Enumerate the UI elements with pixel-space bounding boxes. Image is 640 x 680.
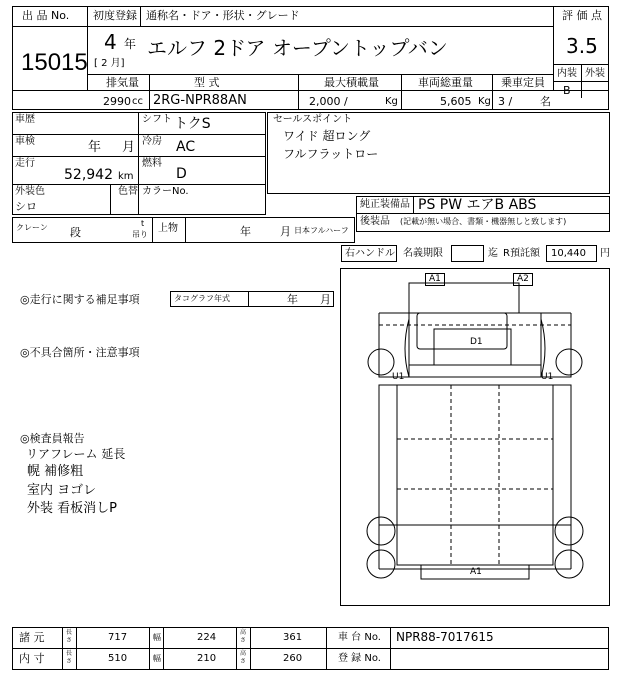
max-load-unit: Kg	[385, 96, 398, 107]
ext-color: シロ	[15, 200, 37, 213]
upper-label: 上物	[158, 223, 178, 234]
max-load-label: 最大積載量	[324, 76, 379, 89]
tacho-label: タコグラフ年式	[174, 294, 230, 303]
fuel: D	[176, 166, 187, 182]
ext-color-label: 外装色	[15, 186, 45, 197]
chassis-number: NPR88-7017615	[396, 630, 494, 644]
displacement-label: 排気量	[106, 76, 139, 89]
score: 3.5	[566, 34, 598, 58]
ac: AC	[176, 139, 196, 155]
capacity: 3 /	[498, 95, 513, 108]
inner-length: 510	[108, 653, 128, 664]
report-line4: 外装 看板消しP	[27, 501, 117, 516]
outer-length: 717	[108, 632, 128, 643]
upper-maker: 日本フルハーフ	[294, 226, 349, 235]
handle: 右ハンドル	[345, 248, 395, 259]
crane-label: クレーン	[16, 223, 48, 232]
model-name: エルフ 2ドア オープントップバン	[147, 36, 448, 60]
outer-length-label-1: 長	[66, 629, 73, 636]
capacity-label: 乗車定員	[501, 76, 545, 89]
meigi-until: 迄	[488, 248, 498, 259]
upper-month: 月	[280, 225, 291, 238]
crane-ton: t	[141, 219, 145, 228]
driving-notes-title: ◎走行に関する補足事項	[20, 293, 140, 306]
inner-dims-label: 内 寸	[19, 652, 45, 665]
report-line3: 室内 ヨゴレ	[27, 483, 97, 498]
outer-width: 224	[197, 632, 217, 643]
capacity-unit: 名	[540, 95, 551, 108]
mark-a1-front: A1	[425, 273, 445, 286]
details-table	[12, 112, 266, 215]
color-code-label: カラーNo.	[142, 186, 189, 197]
inner-length-label-2: さ	[66, 658, 73, 665]
history-label: 車歴	[15, 114, 35, 125]
report-line2: 幌 補修粗	[27, 464, 84, 479]
crane-stage: 段	[70, 226, 81, 239]
model-code-label: 型 式	[194, 76, 220, 89]
ac-label: 冷房	[142, 136, 162, 147]
shift: トクS	[174, 116, 211, 132]
equipment-label: 純正装備品	[360, 199, 410, 210]
gross-weight-label: 車両総重量	[418, 76, 473, 89]
meigi-date-box	[451, 245, 484, 262]
first-reg-year-unit: 年	[124, 37, 137, 51]
inner-height: 260	[283, 653, 303, 664]
gross-weight-unit: Kg	[478, 96, 491, 107]
mark-a1-rear: A1	[470, 567, 482, 577]
registration-label: 登 録 No.	[338, 653, 381, 664]
lot-label: 出 品 No.	[22, 9, 70, 22]
r-fee-yen: 円	[600, 248, 610, 259]
shift-label: シフト	[142, 114, 172, 125]
aftermarket-label: 後装品	[360, 216, 390, 227]
color-change-label: 色替	[118, 186, 138, 197]
outer-height: 361	[283, 632, 303, 643]
inspection-year: 年	[88, 140, 102, 155]
outer-dims-label: 諸 元	[19, 631, 45, 644]
crane-suspend: 吊り	[132, 230, 148, 239]
first-reg-year: 4	[104, 30, 117, 54]
first-reg-label: 初度登録	[93, 9, 137, 22]
inner-width: 210	[197, 653, 217, 664]
sales-point-line1: ワイド 超ロング	[283, 129, 371, 143]
r-fee-label: R預託額	[503, 248, 540, 259]
inspection-month: 月	[122, 140, 136, 155]
vehicle-diagram	[340, 268, 610, 606]
first-reg-month: [ 2 月]	[94, 58, 125, 69]
fuel-label: 燃料	[142, 158, 162, 169]
exterior-label: 外装	[585, 68, 605, 79]
interior-label: 内装	[557, 68, 577, 79]
report-line1: リアフレーム 延長	[26, 447, 126, 461]
mark-u1-left: U1	[392, 372, 405, 382]
model-code: 2RG-NPR88AN	[153, 93, 247, 108]
inner-height-label-1: 高	[240, 650, 247, 657]
upper-year: 年	[240, 225, 251, 238]
sales-point-label: セールスポイント	[273, 114, 353, 125]
max-load: 2,000 /	[309, 95, 348, 108]
defects-title: ◎不具合箇所・注意事項	[20, 346, 140, 359]
mileage-label: 走行	[15, 158, 35, 169]
aftermarket-note: (記載が無い場合、書類・機器無しと致します)	[400, 217, 567, 226]
inspection-label: 車検	[15, 136, 35, 147]
outer-width-label: 幅	[153, 633, 161, 642]
mark-u1-right: U1	[541, 372, 554, 382]
tacho-month: 月	[320, 293, 331, 306]
tacho-year: 年	[287, 293, 298, 306]
chassis-label: 車 台 No.	[338, 632, 381, 643]
sales-point-line2: フルフラットロー	[283, 147, 379, 161]
mileage-unit: km	[118, 171, 134, 182]
displacement: 2990	[103, 95, 131, 108]
outer-height-label-2: さ	[240, 637, 247, 644]
truck-outline	[341, 269, 609, 605]
inspector-title: ◎検査員報告	[20, 432, 85, 445]
r-fee: 10,440	[551, 248, 586, 259]
equipment: PS PW エアB ABS	[418, 197, 537, 213]
model-name-label: 通称名・ドア・形状・グレード	[146, 9, 300, 22]
outer-length-label-2: さ	[66, 637, 73, 644]
meigi-label: 名義期限	[403, 248, 443, 259]
inner-width-label: 幅	[153, 654, 161, 663]
mark-a2-front: A2	[513, 273, 533, 286]
lot-number: 15015	[21, 49, 88, 76]
displacement-unit: cc	[132, 96, 143, 107]
mileage: 52,942	[64, 167, 113, 183]
outer-height-label-1: 高	[240, 629, 247, 636]
gross-weight: 5,605	[440, 95, 472, 108]
interior-grade: B	[563, 84, 571, 97]
score-label: 評 価 点	[562, 9, 602, 22]
inner-height-label-2: さ	[240, 658, 247, 665]
inner-length-label-1: 長	[66, 650, 73, 657]
mark-d1: D1	[470, 337, 483, 347]
